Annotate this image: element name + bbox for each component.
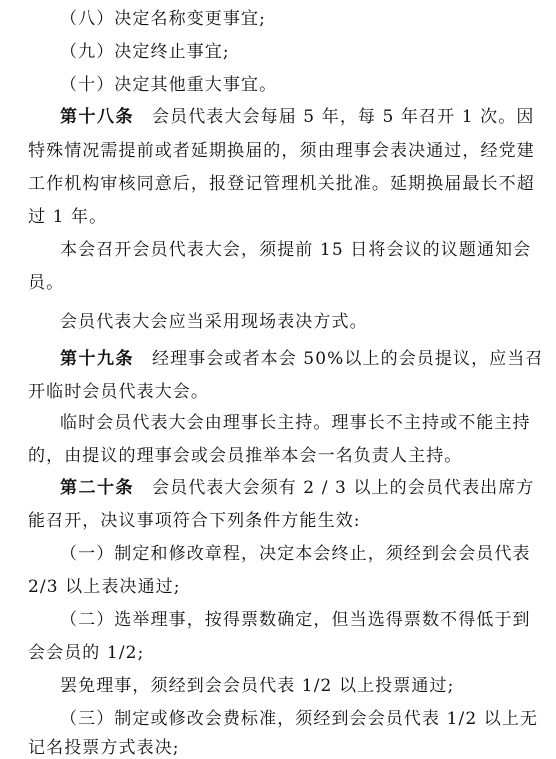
article-20-heading-line — [0, 477, 556, 499]
paragraph-text: 开临时会员代表大会。 — [28, 382, 209, 402]
item-text: （二）选举理事，按得票数确定，但当选得票数不得低于到 — [60, 610, 531, 630]
paragraph-text: 工作机构审核同意后，报登记管理机关批准。延期换届最长不超 — [28, 174, 535, 194]
item-line — [0, 74, 556, 96]
paragraph-text: 过 1 年。 — [28, 207, 108, 227]
item-line — [0, 8, 556, 30]
item-text: （十）决定其他重大事宜。 — [60, 75, 278, 95]
paragraph-line — [0, 412, 556, 434]
paragraph-line — [0, 140, 556, 162]
paragraph-text: 本会召开会员代表大会，须提前 15 日将会议的议题通知会 — [60, 240, 532, 260]
item-line — [0, 41, 556, 63]
item-text: （九）决定终止事宜; — [60, 42, 230, 62]
paragraph-line — [0, 642, 556, 664]
paragraph-line — [0, 173, 556, 195]
item-text: （八）决定名称变更事宜; — [60, 9, 266, 29]
paragraph-text: 会员代表大会应当采用现场表决方式。 — [60, 312, 368, 332]
article-text: 经理事会或者本会 50%以上的会员提议，应当召 — [152, 349, 544, 369]
paragraph-line — [0, 206, 556, 228]
paragraph-line — [0, 737, 556, 759]
article-18-heading-line — [0, 106, 556, 128]
paragraph-text: 临时会员代表大会由理事长主持。理事长不主持或不能主持 — [60, 413, 531, 433]
article-term: 第十九条 — [60, 349, 134, 369]
article-term: 第十八条 — [60, 107, 134, 127]
article-19-heading-line — [0, 348, 556, 370]
paragraph-line — [0, 311, 556, 333]
paragraph-text: 罢免理事，须经到会会员代表 1/2 以上投票通过; — [60, 676, 455, 696]
item-text: （一）制定和修改章程，决定本会终止，须经到会会员代表 — [60, 544, 531, 564]
article-term: 第二十条 — [60, 478, 134, 498]
item-text: （三）制定或修改会费标准，须经到会会员代表 1/2 以上无 — [60, 709, 539, 729]
article-text: 会员代表大会须有 2 / 3 以上的会员代表出席方 — [152, 478, 535, 498]
paragraph-line — [0, 445, 556, 467]
paragraph-line — [0, 381, 556, 403]
paragraph-text: 2/3 以上表决通过; — [28, 577, 181, 597]
item-line — [0, 708, 556, 730]
paragraph-line — [0, 576, 556, 598]
paragraph-text: 会会员的 1/2; — [28, 643, 145, 663]
paragraph-text: 能召开，决议事项符合下列条件方能生效: — [28, 511, 361, 531]
paragraph-line — [0, 239, 556, 261]
paragraph-line — [0, 272, 556, 294]
paragraph-text: 记名投票方式表决; — [28, 738, 180, 758]
item-line — [0, 609, 556, 631]
article-text: 会员代表大会每届 5 年，每 5 年召开 1 次。因 — [152, 107, 535, 127]
paragraph-text: 员。 — [28, 273, 65, 293]
paragraph-text: 的，由提议的理事会或会员推举本会一名负责人主持。 — [28, 446, 463, 466]
paragraph-text: 特殊情况需提前或者延期换届的，须由理事会表决通过，经党建 — [28, 141, 535, 161]
item-line — [0, 543, 556, 565]
paragraph-line — [0, 675, 556, 697]
paragraph-line — [0, 510, 556, 532]
